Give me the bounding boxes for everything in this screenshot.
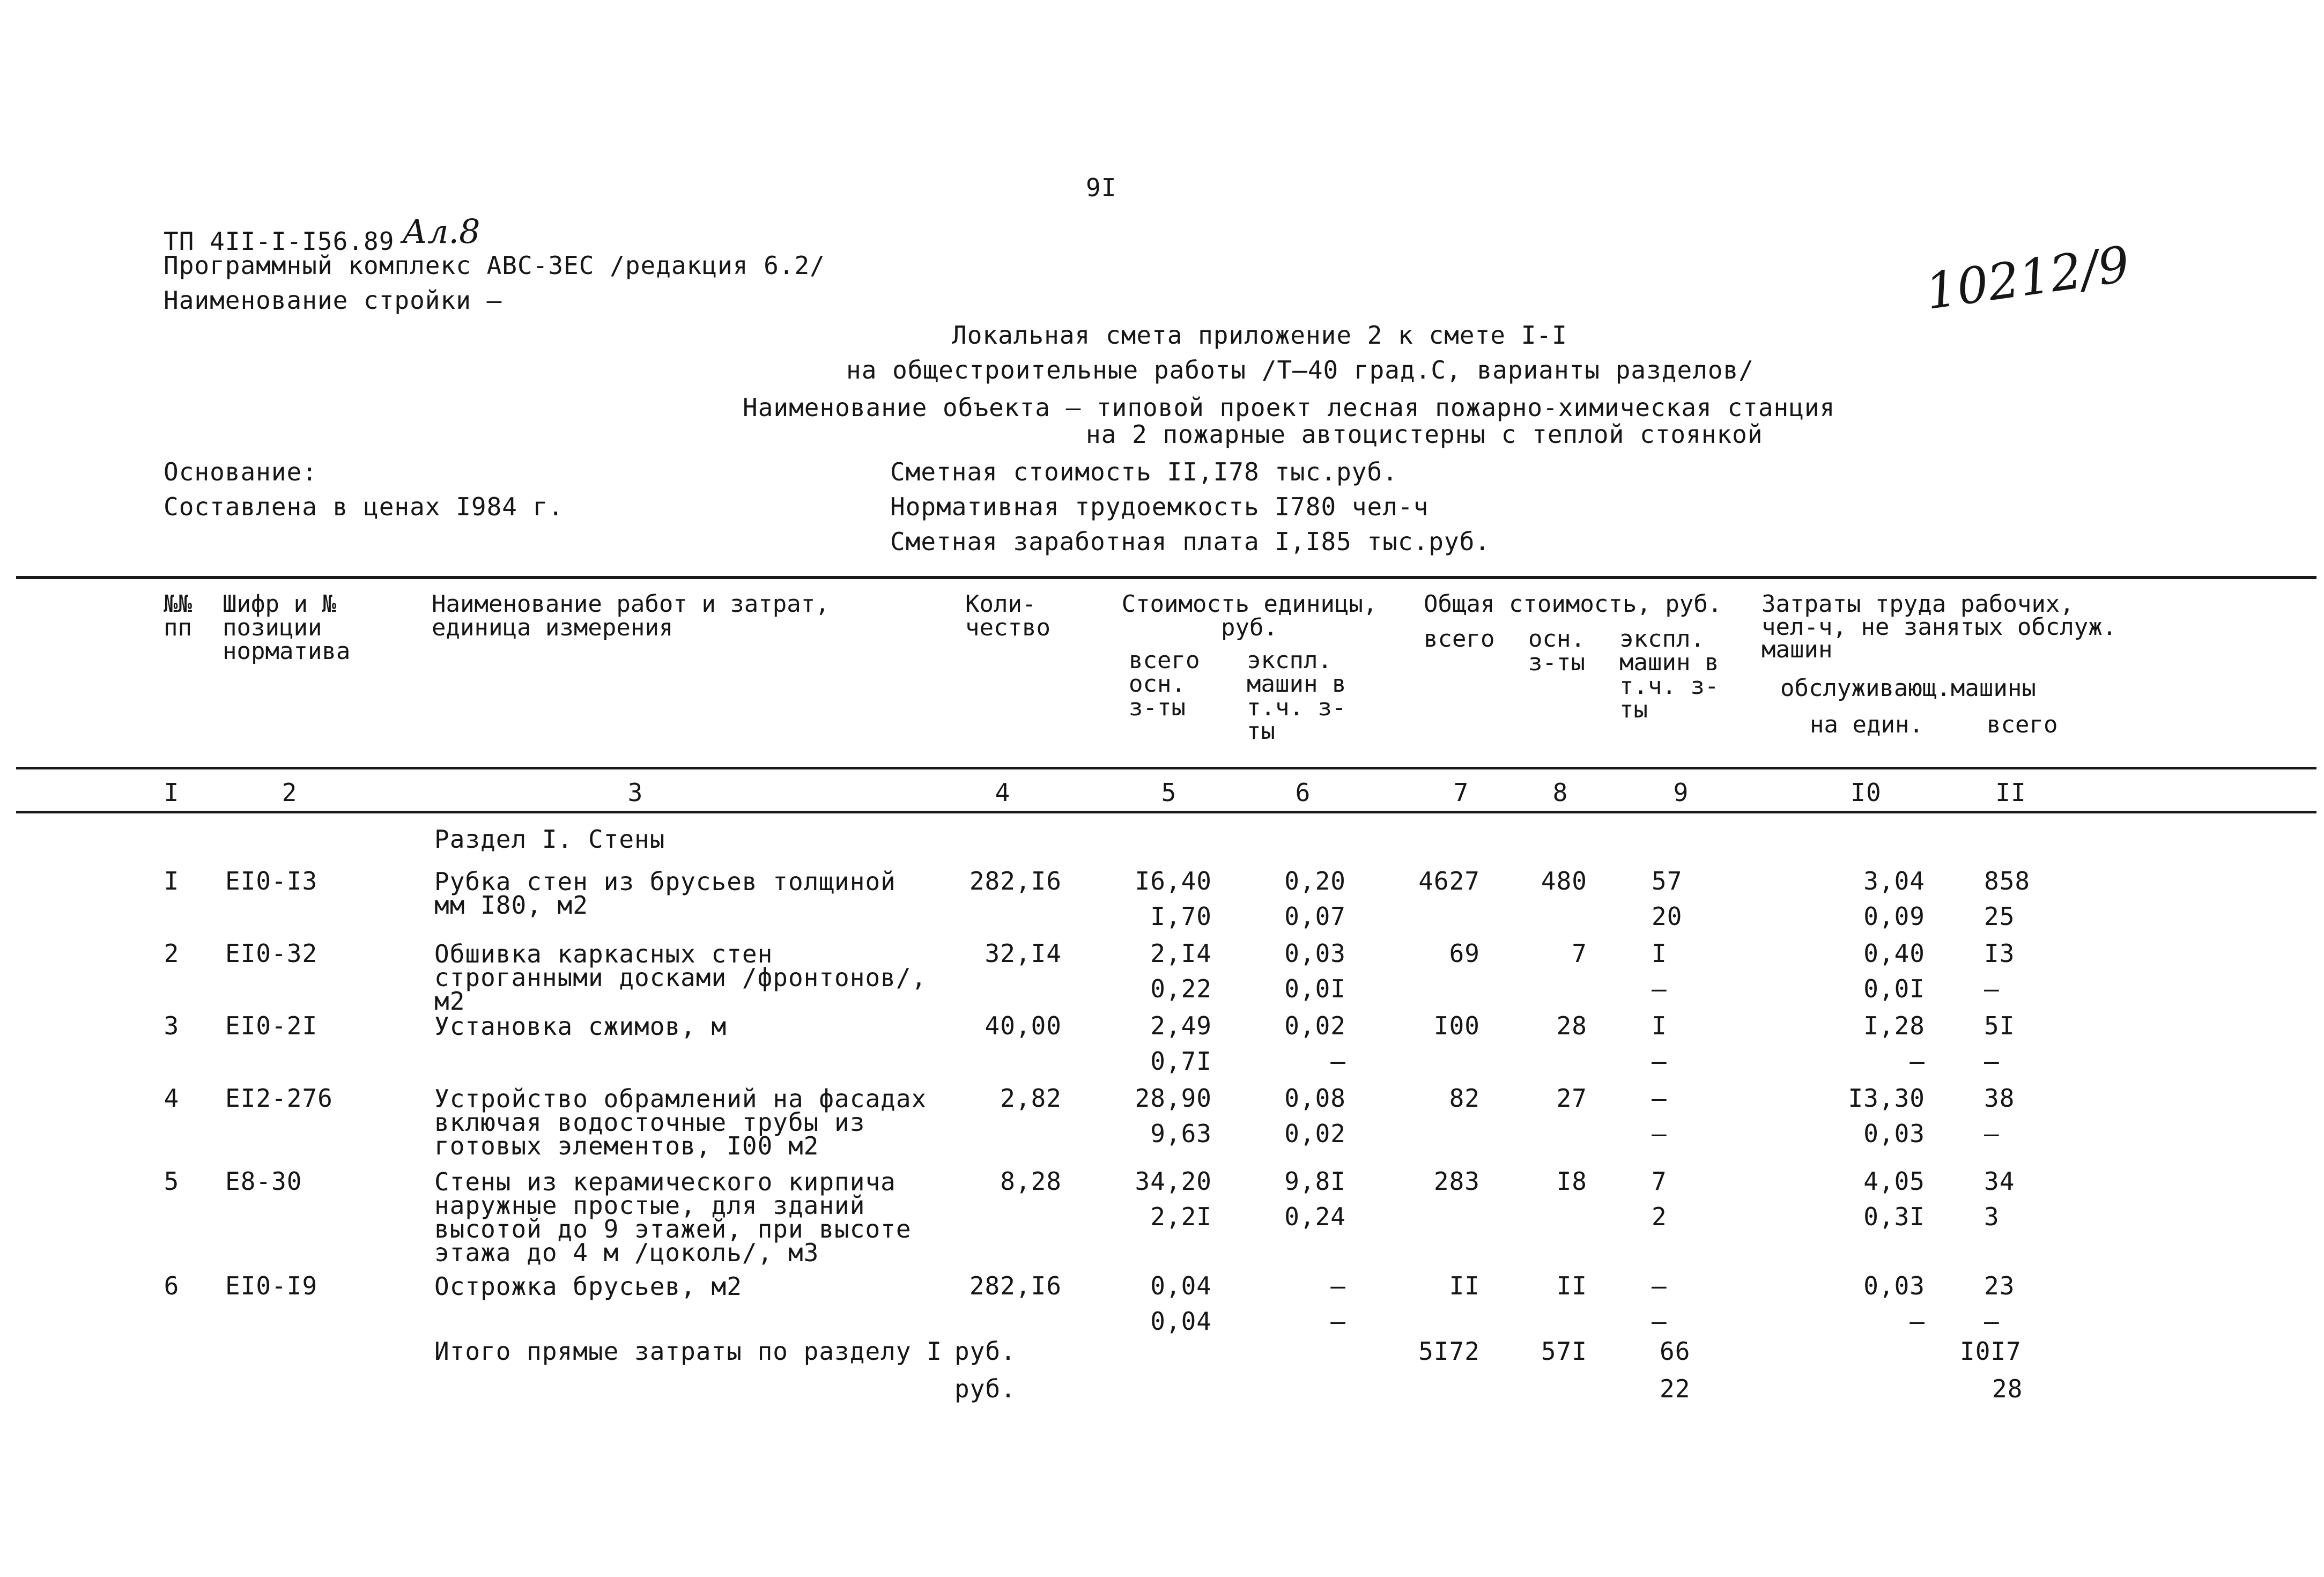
handwritten-archive-number: 10212/9	[1922, 235, 2133, 321]
norm-code: ЕI0-I3	[225, 867, 318, 895]
labor-per-unit: I,28	[1863, 1011, 1925, 1040]
price-level: Составлена в ценах I984 г.	[164, 492, 564, 521]
header-labor-line2: чел-ч, не занятых обслуж.	[1761, 613, 2117, 641]
estimate-subtitle: на общестроительные работы /Т–40 град.С, варианты разделов/	[846, 356, 1754, 384]
total-machine-wages: –	[1652, 1307, 1667, 1336]
col-number-1: I	[164, 778, 180, 807]
unit-cost-machine-wages: 0,07	[1284, 902, 1346, 931]
labor-per-unit: 0,03	[1863, 1271, 1925, 1300]
work-name: Рубка стен из брусьев толщиной мм I80, м2	[434, 867, 896, 920]
header-total-machines: экспл. машин в т.ч. з-ты	[1619, 625, 1719, 723]
labor-total: 34	[1984, 1167, 2015, 1196]
total-wages: 7	[1572, 939, 1587, 968]
labor-total: 5I	[1984, 1011, 2015, 1040]
header-bottom-rule	[16, 767, 2316, 769]
col-number-9: 9	[1673, 778, 1689, 807]
software-line: Программный комплекс АВС-3ЕС /редакция 6.2/	[164, 251, 825, 280]
row-number: 4	[164, 1084, 180, 1113]
labor-per-unit: 3,04	[1863, 867, 1925, 895]
labor-machines-total: 3	[1984, 1202, 2000, 1231]
work-name: Обшивка каркасных стен строганными досками /фронтонов/, м2	[434, 939, 927, 1016]
header-total-wages: осн. з-ты	[1528, 625, 1585, 676]
work-name: Устройство обрамлений на фасадах включая водосточные трубы из готовых элементов, I00 м2	[434, 1084, 927, 1160]
norm-code: Е8-30	[225, 1167, 302, 1196]
totals-unit-1: руб.	[954, 1337, 1016, 1366]
labor-machines-per-unit: 0,03	[1863, 1119, 1925, 1148]
total-machine-wages: 2	[1652, 1202, 1667, 1231]
quantity: 40,00	[985, 1011, 1062, 1040]
norm-code: ЕI0-32	[225, 939, 318, 968]
totals-unit-2: руб.	[954, 1374, 1016, 1403]
total-machines: –	[1652, 1271, 1667, 1300]
total-wages: 28	[1556, 1011, 1587, 1040]
unit-cost-wages: 0,04	[1150, 1307, 1212, 1336]
total-cost: 283	[1433, 1167, 1480, 1196]
total-machines: –	[1652, 1084, 1667, 1113]
unit-cost-machines: 9,8I	[1284, 1167, 1346, 1196]
totals-total-cost: 5I72	[1418, 1337, 1480, 1366]
total-machine-wages: –	[1652, 1047, 1667, 1076]
unit-cost-wages: I,70	[1150, 902, 1212, 931]
col-number-11: II	[1995, 778, 2026, 807]
quantity: 282,I6	[969, 1271, 1062, 1300]
norm-code: ЕI0-I9	[225, 1271, 318, 1300]
norm-code: ЕI2-276	[225, 1084, 333, 1113]
unit-cost-machines: 0,08	[1284, 1084, 1346, 1113]
total-wages: 480	[1541, 867, 1587, 895]
labor-total: 858	[1984, 867, 2031, 895]
labor-machines-total: –	[1984, 974, 2000, 1003]
col-number-10: I0	[1851, 778, 1882, 807]
totals-labor: I0I7	[1960, 1337, 2022, 1366]
col-number-8: 8	[1552, 778, 1568, 807]
labor-machines-per-unit: 0,0I	[1863, 974, 1925, 1003]
total-machines: I	[1652, 939, 1667, 968]
col-number-3: 3	[627, 778, 643, 807]
header-unit-cost: Стоимость единицы, руб.	[1121, 590, 1378, 641]
header-total-cost: Общая стоимость, руб.	[1424, 590, 1722, 618]
row-number: 5	[164, 1167, 180, 1196]
row-number: I	[164, 867, 180, 895]
quantity: 2,82	[1000, 1084, 1062, 1113]
work-name: Стены из керамического кирпича наружные простые, для зданий высотой до 9 этажей, при высоте этажа до 4 м /цоколь/, м3	[434, 1167, 912, 1267]
labor-per-unit: I3,30	[1848, 1084, 1925, 1113]
unit-cost-machine-wages: –	[1330, 1307, 1346, 1336]
header-labor-line1: Затраты труда рабочих,	[1761, 590, 2074, 618]
labor-per-unit: 0,40	[1863, 939, 1925, 968]
total-wages: I8	[1556, 1167, 1587, 1196]
unit-cost-total: 0,04	[1150, 1271, 1212, 1300]
header-total-all: всего	[1424, 625, 1495, 653]
col-number-5: 5	[1161, 778, 1177, 807]
unit-cost-machines: –	[1330, 1271, 1346, 1300]
unit-cost-total: 34,20	[1135, 1167, 1212, 1196]
unit-cost-total: 2,I4	[1150, 939, 1212, 968]
quantity: 32,I4	[985, 939, 1062, 968]
unit-cost-wages: 2,2I	[1150, 1202, 1212, 1231]
header-unit-total: всего осн. з-ты	[1129, 647, 1200, 721]
unit-cost-total: I6,40	[1135, 867, 1212, 895]
total-wages: II	[1556, 1271, 1587, 1300]
unit-cost-machines: 0,02	[1284, 1011, 1346, 1040]
header-labor-total: всего	[1987, 711, 2058, 738]
estimate-title: Локальная смета приложение 2 к смете I-I	[952, 321, 1567, 350]
labor-machines-total: –	[1984, 1047, 2000, 1076]
unit-cost-machines: 0,03	[1284, 939, 1346, 968]
quantity: 8,28	[1000, 1167, 1062, 1196]
labor-machines-per-unit: 0,09	[1863, 902, 1925, 931]
row-number: 6	[164, 1271, 180, 1300]
header-labor-line4: обслуживающ.машины	[1780, 675, 2036, 702]
unit-cost-total: 28,90	[1135, 1084, 1212, 1113]
labor-intensity: Нормативная трудоемкость I780 чел-ч	[890, 492, 1429, 521]
object-name: Наименование объекта – типовой проект лесная пожарно-химическая станция	[743, 393, 1835, 422]
total-cost: I00	[1433, 1011, 1480, 1040]
row-number: 3	[164, 1011, 180, 1040]
column-numbers-rule	[16, 811, 2316, 813]
unit-cost-machine-wages: –	[1330, 1047, 1346, 1076]
quantity: 282,I6	[969, 867, 1062, 895]
labor-machines-total: –	[1984, 1307, 2000, 1336]
col-number-2: 2	[282, 778, 298, 807]
col-number-6: 6	[1295, 778, 1311, 807]
unit-cost-machines: 0,20	[1284, 867, 1346, 895]
total-cost: II	[1449, 1271, 1480, 1300]
total-machine-wages: –	[1652, 1119, 1667, 1148]
labor-machines-per-unit: –	[1909, 1307, 1925, 1336]
total-cost: 69	[1449, 939, 1480, 968]
unit-cost-machine-wages: 0,02	[1284, 1119, 1346, 1148]
totals-labor-machines: 28	[1992, 1374, 2023, 1403]
labor-machines-per-unit: 0,3I	[1863, 1202, 1925, 1231]
labor-per-unit: 4,05	[1863, 1167, 1925, 1196]
unit-cost-total: 2,49	[1150, 1011, 1212, 1040]
labor-total: 38	[1984, 1084, 2015, 1113]
labor-machines-total: –	[1984, 1119, 2000, 1148]
page-number: 9I	[1086, 173, 1117, 202]
header-norm-code: Шифр и № позиции норматива	[223, 590, 351, 665]
estimated-cost: Сметная стоимость II,I78 тыс.руб.	[890, 457, 1398, 486]
total-machines: 57	[1652, 867, 1683, 895]
basis-label: Основание:	[164, 457, 317, 486]
total-cost: 82	[1449, 1084, 1480, 1113]
object-name-cont: на 2 пожарные автоцистерны с теплой стоянкой	[1086, 420, 1763, 449]
row-number: 2	[164, 939, 180, 968]
document-code: ТП 4II-I-I56.89	[164, 227, 395, 256]
unit-cost-wages: 0,22	[1150, 974, 1212, 1003]
handwritten-sheet-note: Ал.8	[402, 212, 480, 251]
col-number-4: 4	[995, 778, 1011, 807]
total-machine-wages: –	[1652, 974, 1667, 1003]
total-wages: 27	[1556, 1084, 1587, 1113]
table-top-rule	[16, 576, 2316, 579]
total-cost: 4627	[1418, 867, 1480, 895]
header-labor-line3: машин	[1761, 636, 1833, 663]
total-machines: I	[1652, 1011, 1667, 1040]
col-number-7: 7	[1453, 778, 1469, 807]
totals-label: Итого прямые затраты по разделу I	[434, 1337, 942, 1366]
work-name: Установка сжимов, м	[434, 1012, 727, 1041]
labor-machines-total: 25	[1984, 902, 2015, 931]
labor-total: 23	[1984, 1271, 2015, 1300]
norm-code: ЕI0-2I	[225, 1011, 318, 1040]
total-machine-wages: 20	[1652, 902, 1683, 931]
labor-machines-per-unit: –	[1909, 1047, 1925, 1076]
totals-machines-wages: 22	[1660, 1374, 1691, 1403]
unit-cost-wages: 0,7I	[1150, 1047, 1212, 1076]
header-row-number: №№ пп	[164, 590, 192, 641]
estimated-wages: Сметная заработная плата I,I85 тыс.руб.	[890, 527, 1491, 556]
totals-machines: 66	[1660, 1337, 1691, 1366]
header-quantity: Коли- чество	[965, 590, 1050, 641]
section-title: Раздел I. Стены	[434, 825, 665, 854]
unit-cost-machine-wages: 0,24	[1284, 1202, 1346, 1231]
total-machines: 7	[1652, 1167, 1667, 1196]
unit-cost-wages: 9,63	[1150, 1119, 1212, 1148]
header-work-name: Наименование работ и затрат, единица измерения	[432, 590, 830, 641]
site-name: Наименование стройки –	[164, 286, 502, 315]
work-name: Острожка брусьев, м2	[434, 1272, 742, 1301]
unit-cost-machine-wages: 0,0I	[1284, 974, 1346, 1003]
header-unit-machines: экспл. машин в т.ч. з-ты	[1247, 647, 1346, 745]
labor-total: I3	[1984, 939, 2015, 968]
header-labor-per-unit: на един.	[1810, 711, 1923, 738]
totals-wages: 57I	[1541, 1337, 1587, 1366]
